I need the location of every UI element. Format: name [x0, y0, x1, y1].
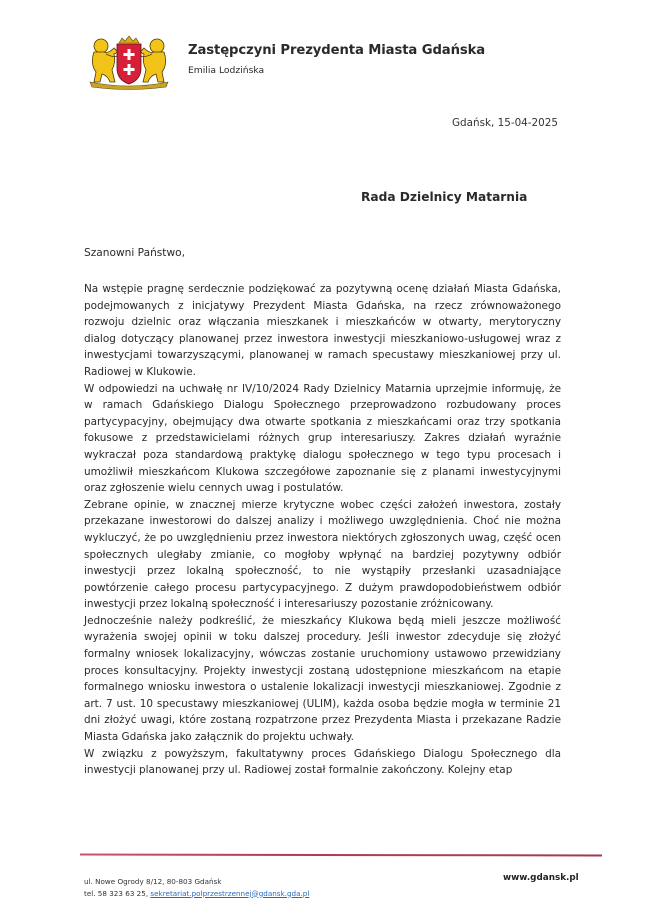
- paragraph: Na wstępie pragnę serdecznie podziękować za pozytywną ocenę działań Miasta Gdańska, podejmowanych z inicjatywy Prezydent Miasta Gdańska, na rzecz zrównoważonego rozwoju dzielnic oraz włączania mieszkanek i mieszkańców w otwarty, merytoryczny dialog dotyczący planowanej przez inwestora inwestycji mieszkaniowo-usługowej wraz z inwestycjami towarzyszącymi, planowanej w ramach specustawy mieszkaniowej przy ul. Radiowej w Klukowie.: [84, 283, 561, 378]
- footer-address: ul. Nowe Ogrody 8/12, 80-803 Gdańsk: [84, 877, 222, 886]
- paragraph: Jednocześnie należy podkreślić, że mieszkańcy Klukowa będą mieli jeszcze możliwość wyrażenia swojej opinii w toku dalszej procedury. Jeśli inwestor zdecyduje się złożyć formalny wniosek lokalizacyjny, wówczas zostanie uruchomiony ustawowo przewidziany proces konsultacyjny. Projekty inwestycji zostaną udostępnione mieszkańcom na etapie formalnego wniosku inwestora o ustalenie lokalizacji inwestycji mieszkaniowej. Zgodnie z art. 7 ust. 10 specustawy mieszkaniowej (ULIM), każda osoba będzie mogła w terminie 21 dni złożyć uwagi, które zostaną rozpatrzone przez Prezydenta Miasta i przekazane Radzie Miasta Gdańska jako załącznik do projektu uchwały.: [84, 614, 561, 744]
- footer-contact: [84, 876, 309, 899]
- recipient: Rada Dzielnicy Matarnia: [361, 190, 528, 204]
- gdansk-coat-of-arms-icon: [84, 34, 174, 90]
- paragraph: W związku z powyższym, fakultatywny proces Gdańskiego Dialogu Społecznego dla inwestycji planowanej przy ul. Radiowej został formalnie zakończony. Kolejny etap: [84, 747, 561, 777]
- salutation: Szanowni Państwo,: [84, 247, 185, 259]
- footer-phone: tel. 58 323 63 25,: [84, 888, 151, 898]
- footer-website-link[interactable]: www.gdansk.pl: [503, 873, 579, 883]
- footer-phone-email: [84, 888, 309, 900]
- letterhead: [84, 34, 485, 90]
- letter-body: [84, 281, 561, 779]
- paragraph: W odpowiedzi na uchwałę nr IV/10/2024 Rady Dzielnicy Matarnia uprzejmie informuję, że w ramach Gdańskiego Dialogu Społecznego przeprowadzono rozbudowany proces partycypacyjny, obejmujący dwa otwarte spotkania z mieszkańcami oraz trzy spotkania fokusowe z przedstawicielami różnych grup interesariuszy. Zakres działań wyraźnie wykraczał poza standardową praktykę dialogu społecznego w tego typu procesach i umożliwił mieszkańcom Klukowa szczegółowe zapoznanie się z planami inwestycyjnymi oraz zgłoszenie wielu cennych uwag i postulatów.: [84, 382, 561, 495]
- footer-email-link[interactable]: sekretariat.polprzestrzennej@gdansk.gda.pl: [150, 888, 310, 898]
- letterhead-text: [188, 42, 486, 76]
- official-name: Emilia Lodzińska: [188, 64, 265, 76]
- paragraph: Zebrane opinie, w znacznej mierze krytyczne wobec części założeń inwestora, zostały przekazane inwestorowi do dalszej analizy i możliwego uwzględnienia. Choć nie można wykluczyć, że po uwzględnieniu przez inwestora niektórych zgłoszonych uwag, część ocen społecznych uległaby zmianie, co mogłoby wpłynąć na bardziej pozytywny odbiór inwestycji przez lokalną społeczność, to nie wystąpiły przesłanki uzasadniające powtórzenie całego procesu partycypacyjnego. Z dużym prawdopodobieństwem odbiór inwestycji przez lokalną społeczność i interesariuszy pozostanie zróżnicowany.: [84, 498, 561, 611]
- footer-divider: [80, 854, 602, 857]
- letter-date: Gdańsk, 15-04-2025: [451, 117, 558, 129]
- office-title: Zastępczyni Prezydenta Miasta Gdańska: [188, 42, 486, 58]
